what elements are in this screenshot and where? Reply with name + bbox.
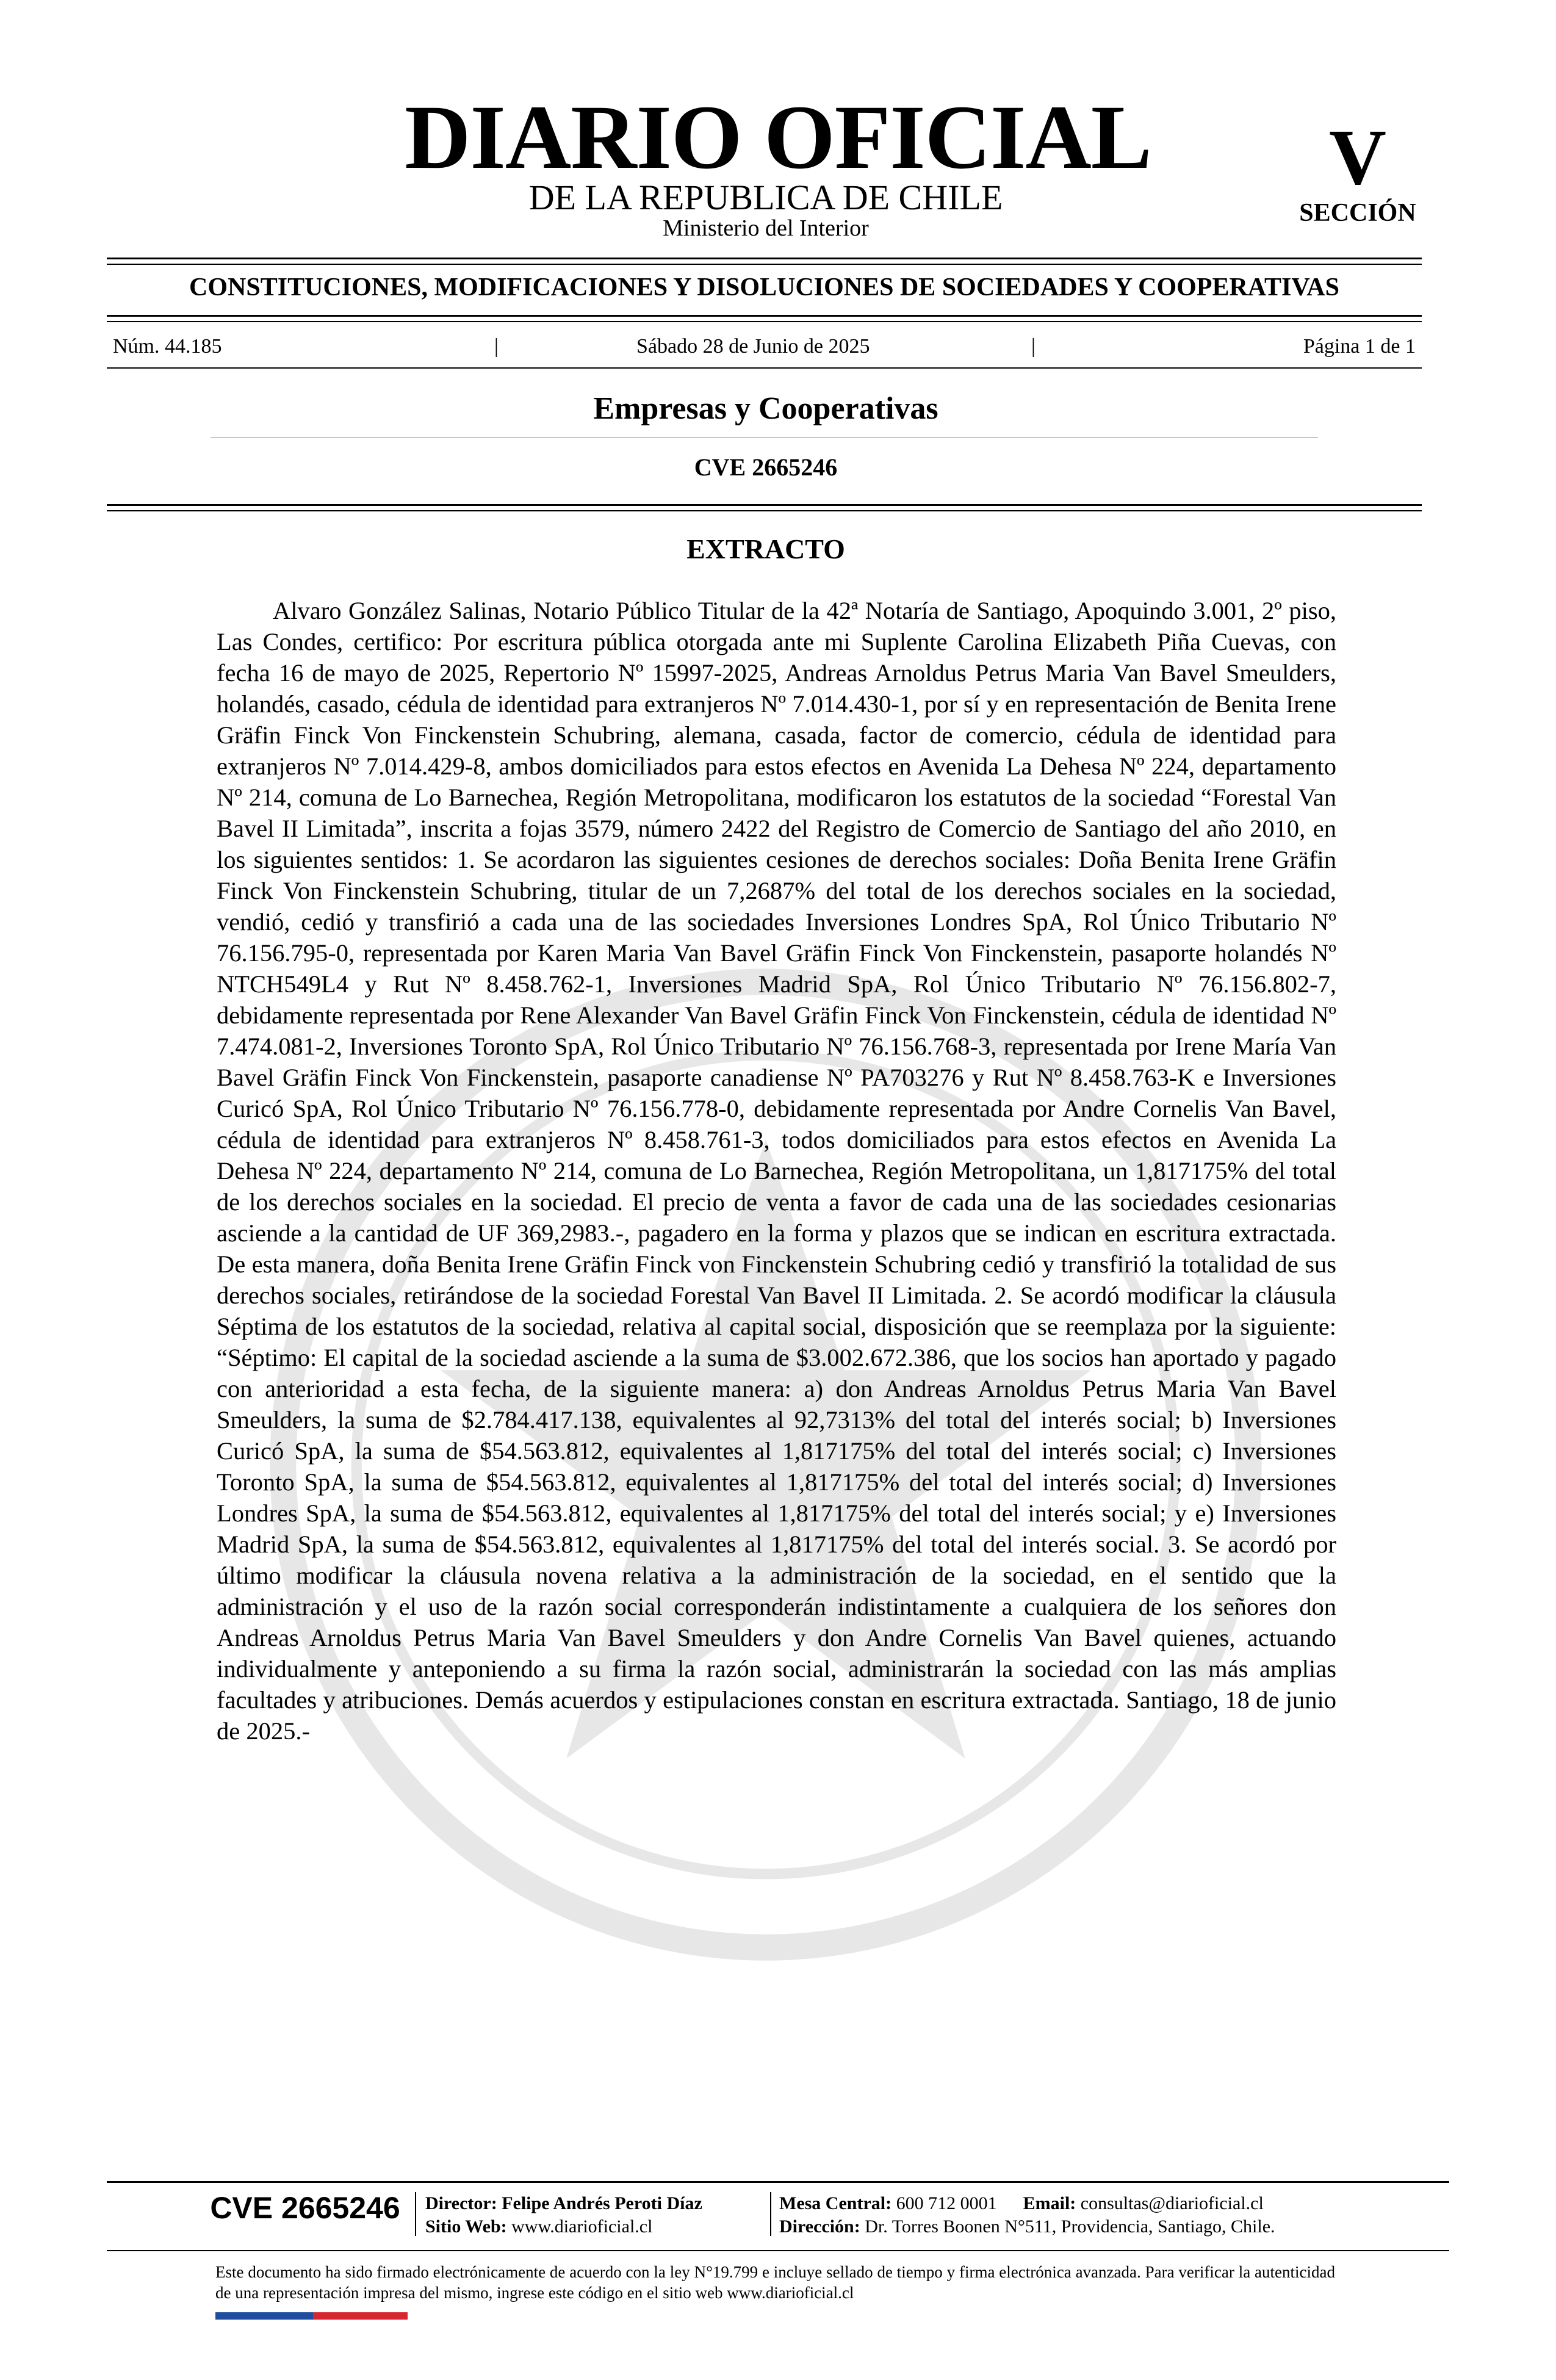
divider-rule — [107, 510, 1422, 511]
masthead-ministry: Ministerio del Interior — [663, 215, 869, 241]
divider-rule — [107, 264, 1422, 265]
meta-separator: | — [494, 335, 499, 358]
issue-meta — [113, 331, 1416, 362]
divider-rule — [107, 367, 1422, 369]
address-label: Dirección: — [779, 2216, 860, 2237]
cve-code: CVE 2665246 — [694, 453, 838, 481]
address-text: Dr. Torres Boonen N°511, Providencia, Santiago, Chile. — [865, 2216, 1275, 2237]
director-label: Director: — [425, 2193, 497, 2213]
divider-rule — [211, 437, 1318, 438]
masthead-subtitle: DE LA REPUBLICA DE CHILE — [528, 178, 1003, 217]
divider-rule — [107, 258, 1422, 259]
category-heading: CONSTITUCIONES, MODIFICACIONES Y DISOLUCIONES DE SOCIEDADES Y COOPERATIVAS — [189, 273, 1339, 301]
divider-rule — [107, 315, 1422, 317]
email-link[interactable]: consultas@diarioficial.cl — [1080, 2193, 1264, 2213]
meta-separator: | — [1031, 335, 1036, 358]
footer-separator — [415, 2192, 416, 2236]
email-label: Email: — [1023, 2193, 1076, 2213]
section-word: SECCIÓN — [1299, 199, 1416, 227]
footer-rule — [107, 2181, 1449, 2183]
footer-director-block — [425, 2192, 767, 2238]
website-link[interactable]: www.diarioficial.cl — [511, 2216, 653, 2237]
flag-stripe-red — [313, 2312, 408, 2320]
issue-number: Núm. 44.185 — [113, 335, 222, 358]
section-letter: V — [1329, 114, 1386, 201]
footer-rule — [107, 2250, 1449, 2251]
extract-body: Alvaro González Salinas, Notario Público Titular de la 42ª Notaría de Santiago, Apoquindo 3.001, 2º piso, Las Condes, certifico: Por escritura pública otorgada ante mi Suplente Carolina Elizabeth Piña Cuevas, con fecha 16 de mayo de 2025, Repertorio Nº 15997-2025, Andreas Arnoldus Petrus Maria Van Bavel Smeulders, holandés, casado, cédula de identidad para extranjeros Nº 7.014.430-1, por sí y en representación de Benita Irene Gräfin Finck Von Finckenstein Schubring, alemana, casada, factor de comercio, cédula de identidad para extranjeros Nº 7.014.429-8, ambos domiciliados para estos efectos en Avenida La Dehesa Nº 224, departamento Nº 214, comuna de Lo Barnechea, Región Metropolitana, modificaron los estatutos de la sociedad “Forestal Van Bavel II Limitada”, inscrita a fojas 3579, número 2422 del Registro de Comercio de Santiago del año 2010, en los siguientes sentidos: 1. Se acordaron las siguientes cesiones de derechos sociales: Doña Benita Irene Gräfin Finck Von Finckenstein Schubring, titular de un 7,2687% del total de los derechos sociales en la sociedad, vendió, cedió y transfirió a cada una de las sociedades Inversiones Londres SpA, Rol Único Tributario Nº 76.156.795-0, representada por Karen Maria Van Bavel Gräfin Finck Von Finckenstein, pasaporte holandés Nº NTCH549L4 y Rut Nº 8.458.762-1, Inversiones Madrid SpA, Rol Único Tributario Nº 76.156.802-7, debidamente representada por Rene Alexander Van Bavel Gräfin Finck Von Finckenstein, cédula de identidad Nº 7.474.081-2, Inversiones Toronto SpA, Rol Único Tributario Nº 76.156.768-3, representada por Irene María Van Bavel Gräfin Finck Von Finckenstein, pasaporte canadiense Nº PA703276 y Rut Nº 8.458.763-K e Inversiones Curicó SpA, Rol Único Tributario Nº 76.156.778-0, debidamente representada por Andre Cornelis Van Bavel, cédula de identidad para extranjeros Nº 8.458.761-3, todos domiciliados para estos efectos en Avenida La Dehesa Nº 224, departamento Nº 214, comuna de Lo Barnechea, Región Metropolitana, un 1,817175% del total de los derechos sociales en la sociedad. El precio de venta a favor de cada una de las sociedades cesionarias asciende a la cantidad de UF 369,2983.-, pagadero en la forma y plazos que se indican en escritura extractada. De esta manera, doña Benita Irene Gräfin Finck von Finckenstein Schubring cedió y transfirió la totalidad de sus derechos sociales, retirándose de la sociedad Forestal Van Bavel II Limitada. 2. Se acordó modificar la cláusula Séptima de los estatutos de la sociedad, relativa al capital social, disposición que se reemplaza por la siguiente: “Séptimo: El capital de la sociedad asciende a la suma de $3.002.672.386, que los socios han aportado y pagado con anterioridad a esta fecha, de la siguiente manera: a) don Andreas Arnoldus Petrus Maria Van Bavel Smeulders, la suma de $2.784.417.138, equivalentes al 92,7313% del total del interés social; b) Inversiones Curicó SpA, la suma de $54.563.812, equivalentes al 1,817175% del total del interés social; c) Inversiones Toronto SpA, la suma de $54.563.812, equivalentes al 1,817175% del total del interés social; d) Inversiones Londres SpA, la suma de $54.563.812, equivalentes al 1,817175% del total del interés social; y e) Inversiones Madrid SpA, la suma de $54.563.812, equivalentes al 1,817175% del total del interés social. 3. Se acordó por último modificar la cláusula novena relativa a la administración de la sociedad, en el sentido que la administración y el uso de la razón social corresponderán indistintamente a cualquiera de los señores don Andreas Arnoldus Petrus Maria Van Bavel Smeulders y don Andre Cornelis Van Bavel quienes, actuando individualmente y anteponiendo a su firma la razón social, administrarán la sociedad con las más amplias facultades y atribuciones. Demás acuerdos y estipulaciones constan en escritura extractada. Santiago, 18 de junio de 2025.- — [217, 597, 1336, 1745]
issue-date: Sábado 28 de Junio de 2025 — [636, 335, 870, 358]
section-title: Empresas y Cooperativas — [593, 391, 938, 426]
flag-stripe-blue — [215, 2312, 313, 2320]
divider-rule — [107, 321, 1422, 322]
footer-legal-note: Este documento ha sido firmado electrónicamente de acuerdo con la ley N°19.799 e incluye sellado de tiempo y firma electrónica avanzada. Para verificar la autenticidad de una representación impresa del mismo, ingrese este código en el sitio web www.diarioficial.cl — [215, 2263, 1335, 2302]
website-label: Sitio Web: — [425, 2216, 507, 2237]
extract-title: EXTRACTO — [686, 533, 845, 564]
footer-separator — [770, 2192, 771, 2236]
divider-rule — [107, 504, 1422, 506]
footer-contact-block — [779, 2192, 1389, 2238]
page-number: Página 1 de 1 — [1303, 335, 1416, 358]
phone-label: Mesa Central: — [779, 2193, 892, 2213]
masthead-title: DIARIO OFICIAL — [405, 87, 1151, 188]
director-name: Felipe Andrés Peroti Díaz — [502, 2193, 702, 2213]
phone-number: 600 712 0001 — [896, 2193, 997, 2213]
footer-cve-code: CVE 2665246 — [210, 2191, 400, 2225]
